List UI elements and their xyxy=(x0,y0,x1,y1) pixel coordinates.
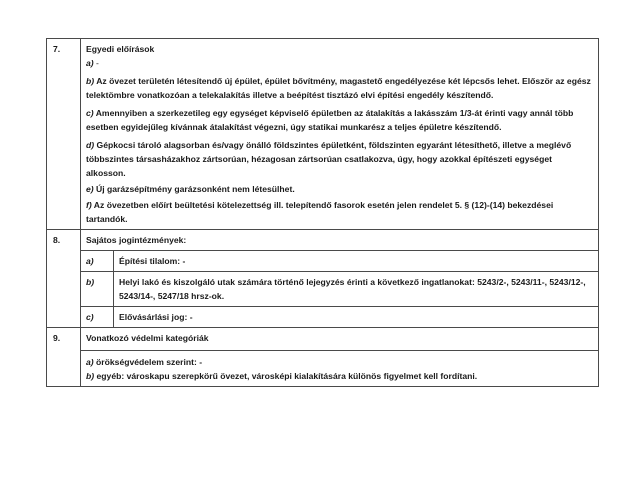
section-title: Egyedi előírások xyxy=(86,44,155,54)
clause-text: Az övezetben előírt beültetési kötelezettség ill. telepítendő fasorok esetén jelen rendelet 5. § (12)-(14) bekezdései tartandók. xyxy=(86,200,554,224)
clause-label: c) xyxy=(86,108,94,118)
clause-a xyxy=(86,355,593,369)
table-row-9 xyxy=(47,328,599,387)
clause-label: f) xyxy=(86,200,92,210)
clause-text: - xyxy=(93,58,99,68)
clause-text: Új garázsépítmény garázsonként nem létesülhet. xyxy=(93,184,295,194)
clause-label: b) xyxy=(86,76,95,86)
subitem-label: c) xyxy=(81,307,114,328)
clause-text: városkapu szerepkörű övezet, városképi kialakítására különös figyelmet kell fordítani. xyxy=(124,371,478,381)
clause-f xyxy=(86,198,593,226)
subitem-label: a) xyxy=(81,251,114,272)
subitem-label: b) xyxy=(81,272,114,307)
clause-b xyxy=(86,369,593,383)
clause-text: örökségvédelem szerint: - xyxy=(93,357,203,367)
row-number: 8. xyxy=(47,230,81,328)
clause-text: Az övezet területén létesítendő új épület, épület bővítmény, magastető engedélyezése két lépcsős lehet. Először az egész telektömbre vonatkozóan a telekalakítás illetve a beépítést tisztázó elvi építési engedély készítendő. xyxy=(86,76,591,100)
clause-c xyxy=(86,106,593,134)
row-number: 9. xyxy=(47,328,81,387)
row-content xyxy=(81,230,599,328)
regulation-table xyxy=(46,38,599,387)
section-title: Sajátos jogintézmények: xyxy=(86,235,187,245)
clause-keyword: egyéb: xyxy=(94,371,125,381)
clause-label: a) xyxy=(86,357,94,367)
table-row xyxy=(81,307,598,328)
clause-text: Amennyiben a szerkezetileg egy egységet képviselő épületben az átalakítás a lakásszám 1/3-át érinti vagy annál több esetben egyidejűleg kívánnak átalakítást végezni, úgy statikai munkarész a teljes épületre készítendő. xyxy=(86,108,574,132)
row-content xyxy=(81,39,599,230)
section-title: Vonatkozó védelmi kategóriák xyxy=(81,328,598,351)
clause-label: d) xyxy=(86,140,95,150)
clause-e xyxy=(86,182,593,196)
clause-label: a) xyxy=(86,58,94,68)
clause-b xyxy=(86,74,593,102)
subitem-text: Helyi lakó és kiszolgáló utak számára történő lejegyzés érinti a következő ingatlanokat: 5243/2-, 5243/11-, 5243/12-, 5243/14-, 5247/18 hrsz-ok. xyxy=(114,272,599,307)
protection-clauses xyxy=(81,351,598,386)
subitem-text: Építési tilalom: - xyxy=(114,251,599,272)
clause-text: Gépkocsi tároló alagsorban és/vagy önálló földszintes épületként, földszinten egyaránt létesíthető, illetve a meglévő többszintes társasházakhoz zártsorúan, hézagosan zártsorúan csatlakozva, úgy, hogy azokkal építészeti egységet alkosson. xyxy=(86,140,572,178)
row-number: 7. xyxy=(47,39,81,230)
table-row xyxy=(81,251,598,272)
row-content xyxy=(81,328,599,387)
regulation-table-fragment xyxy=(46,38,599,387)
table-row xyxy=(81,272,598,307)
clause-label: b) xyxy=(86,371,95,381)
clause-label: e) xyxy=(86,184,94,194)
table-row-8 xyxy=(47,230,599,328)
subitem-table xyxy=(81,250,598,327)
table-row-7 xyxy=(47,39,599,230)
subitem-text: Elővásárlási jog: - xyxy=(114,307,599,328)
clause-d xyxy=(86,138,593,180)
clause-a xyxy=(86,56,593,70)
